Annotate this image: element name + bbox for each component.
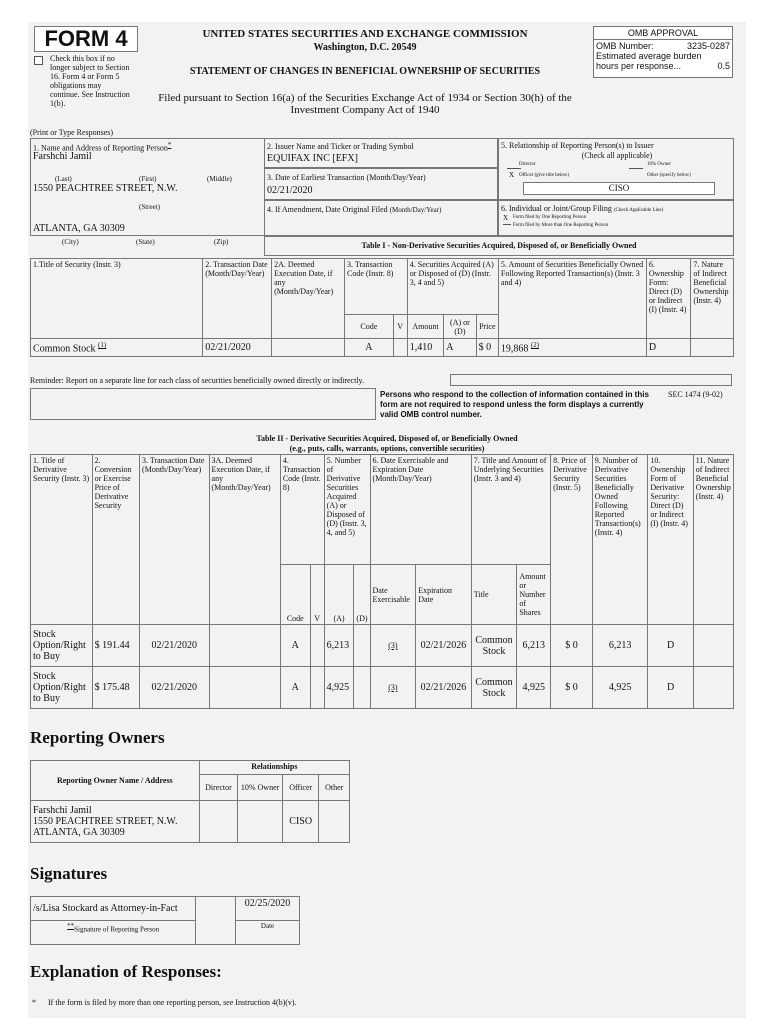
owner-director bbox=[199, 801, 238, 843]
reporting-person-mark: * bbox=[167, 141, 172, 149]
signature-value: /s/Lisa Stockard as Attorney-in-Fact bbox=[31, 897, 196, 921]
omb-notice: Persons who respond to the collection of information contained in this form are not required to respond unless the form displays a currently valid OMB control number. bbox=[380, 390, 649, 419]
t1-subheader-amount: Amount bbox=[407, 315, 443, 339]
t2-row-underlying-title: Common Stock bbox=[471, 667, 517, 709]
t2-subheader-expiration: Expiration Date bbox=[416, 565, 472, 625]
table2 bbox=[30, 454, 734, 709]
table-row bbox=[31, 339, 734, 357]
signature-date-label: Date bbox=[236, 921, 300, 945]
signature-mark: ** bbox=[67, 922, 75, 930]
t1-header-nature: 7. Nature of Indirect Beneficial Ownership (Instr. 4) bbox=[691, 259, 734, 339]
filing-hint: (Check Applicable Line) bbox=[613, 208, 664, 213]
t2-row-code: A bbox=[280, 625, 310, 667]
t2-subheader-title: Title bbox=[471, 565, 517, 625]
owner-street: 1550 PEACHTREE STREET, N.W. bbox=[33, 816, 178, 827]
issuer-box bbox=[264, 138, 498, 168]
t2-row-nature bbox=[693, 625, 733, 667]
t2-header-form: 10. Ownership Form of Derivative Security: Direct (D) or Indirect (I) (Instr. 4) bbox=[648, 455, 693, 625]
state-label: (State) bbox=[136, 238, 155, 246]
relationship-sub: (Check all applicable) bbox=[581, 151, 653, 160]
table1 bbox=[30, 258, 734, 357]
owners-col-name: Reporting Owner Name / Address bbox=[31, 761, 200, 801]
signatures-table bbox=[30, 896, 300, 945]
t2-subheader-d: (D) bbox=[354, 565, 370, 625]
form-sheet bbox=[28, 22, 746, 1018]
t1-row-date: 02/21/2020 bbox=[203, 339, 272, 357]
middle-label: (Middle) bbox=[207, 175, 232, 183]
last-label: (Last) bbox=[55, 175, 72, 183]
owner-ten-pct bbox=[238, 801, 283, 843]
t2-header-date: 3. Transaction Date (Month/Day/Year) bbox=[140, 455, 209, 625]
t2-header-nature: 11. Nature of Indirect Beneficial Ownership (Instr. 4) bbox=[693, 455, 733, 625]
reminder-box-right bbox=[450, 374, 732, 386]
t2-row-d bbox=[354, 667, 370, 709]
officer-title[interactable]: CISO bbox=[523, 182, 715, 195]
t2-row-a: 6,213 bbox=[324, 625, 354, 667]
owners-relationships: Relationships bbox=[199, 761, 349, 775]
omb-number-label: OMB Number: bbox=[596, 41, 654, 51]
relationship-label: 5. Relationship of Reporting Person(s) to Issuer bbox=[501, 141, 654, 150]
footnote-link[interactable]: (3) bbox=[388, 641, 398, 650]
t1-header-acquired: 4. Securities Acquired (A) or Disposed of (D) (Instr. 3, 4 and 5) bbox=[407, 259, 498, 315]
t1-row-owned: 19,868 bbox=[500, 343, 529, 355]
t2-header-conversion: 2. Conversion or Exercise Price of Derivative Security bbox=[92, 455, 139, 625]
signature-spacer bbox=[196, 897, 236, 945]
t2-row-nature bbox=[693, 667, 733, 709]
reporting-person-city[interactable]: ATLANTA, GA 30309 bbox=[33, 223, 125, 234]
t2-row-deemed bbox=[209, 667, 280, 709]
no-longer-subject-checkbox[interactable] bbox=[34, 56, 43, 65]
t1-row-code: A bbox=[345, 339, 394, 357]
earliest-date-box bbox=[264, 168, 498, 200]
t2-row-owned: 6,213 bbox=[592, 625, 648, 667]
t1-row-amount: 1,410 bbox=[407, 339, 443, 357]
footnote-link[interactable]: (2) bbox=[530, 341, 540, 350]
earliest-date-label: 3. Date of Earliest Transaction (Month/Day/Year) bbox=[267, 173, 426, 182]
t2-subheader-code: Code bbox=[280, 565, 310, 625]
t1-row-title: Common Stock bbox=[33, 343, 96, 355]
t2-row-title: Stock Option/Right to Buy bbox=[31, 625, 93, 667]
officer-mark[interactable]: X bbox=[509, 171, 515, 179]
t1-row-aord: A bbox=[444, 339, 476, 357]
t2-subheader-date-exercisable: Date Exercisable bbox=[370, 565, 416, 625]
owner-other bbox=[319, 801, 350, 843]
issuer-label: 2. Issuer Name and Ticker or Trading Symbol bbox=[267, 142, 414, 151]
t2-row-price: $ 191.44 bbox=[92, 625, 139, 667]
t1-header-code: 3. Transaction Code (Instr. 8) bbox=[345, 259, 408, 315]
footnote-link[interactable]: (1) bbox=[98, 341, 107, 350]
t2-row-underlying-amount: 6,213 bbox=[517, 625, 551, 667]
t1-subheader-v: V bbox=[393, 315, 407, 339]
omb-approval-box bbox=[593, 26, 733, 78]
relationship-box bbox=[498, 138, 734, 200]
t2-row-price: $ 175.48 bbox=[92, 667, 139, 709]
t1-row-deemed bbox=[272, 339, 345, 357]
t2-header-underlying: 7. Title and Amount of Underlying Securities (Instr. 3 and 4) bbox=[471, 455, 550, 565]
omb-hours-label: hours per response... bbox=[596, 61, 682, 71]
t2-row-a: 4,925 bbox=[324, 667, 354, 709]
t2-row-underlying-title: Common Stock bbox=[471, 625, 517, 667]
agency-location: Washington, D.C. 20549 bbox=[313, 42, 417, 53]
t2-subheader-a: (A) bbox=[324, 565, 354, 625]
owners-col-officer: Officer bbox=[282, 775, 319, 801]
signature-date: 02/25/2020 bbox=[236, 897, 300, 921]
t1-subheader-code: Code bbox=[345, 315, 394, 339]
t2-row-expiration: 02/21/2026 bbox=[416, 625, 472, 667]
filing-box bbox=[498, 200, 734, 236]
ten-pct-checkline[interactable] bbox=[629, 168, 643, 169]
reporting-person-box bbox=[30, 138, 266, 236]
t2-subheader-v: V bbox=[310, 565, 324, 625]
table-row bbox=[31, 801, 350, 843]
table2-subtitle: (e.g., puts, calls, warrants, options, convertible securities) bbox=[289, 444, 485, 453]
t2-header-code: 4. Transaction Code (Instr. 8) bbox=[280, 455, 324, 565]
t2-header-number: 5. Number of Derivative Securities Acquired (A) or Disposed of (D) (Instr. 3, 4, and 5) bbox=[324, 455, 370, 565]
first-label: (First) bbox=[139, 175, 157, 183]
city-label: (City) bbox=[62, 238, 79, 246]
amendment-hint: (Month/Day/Year) bbox=[389, 206, 442, 214]
t1-row-form: D bbox=[646, 339, 691, 357]
t2-row-deemed bbox=[209, 625, 280, 667]
t2-header-exercisable: 6. Date Exercisable and Expiration Date (Month/Day/Year) bbox=[370, 455, 471, 565]
reminder-text: Reminder: Report on a separate line for each class of securities beneficially owned directly or indirectly. bbox=[30, 376, 365, 385]
t2-row-form: D bbox=[648, 625, 693, 667]
t2-row-deriv-price: $ 0 bbox=[551, 667, 593, 709]
owners-col-other: Other bbox=[319, 775, 350, 801]
table-row bbox=[31, 667, 734, 709]
amendment-box bbox=[264, 200, 498, 236]
footnote-link[interactable]: (3) bbox=[388, 683, 398, 692]
omb-burden-label: Estimated average burden bbox=[596, 51, 702, 61]
t2-row-d bbox=[354, 625, 370, 667]
signatures-heading: Signatures bbox=[30, 864, 108, 883]
zip-label: (Zip) bbox=[214, 238, 229, 246]
print-type-note: (Print or Type Responses) bbox=[30, 128, 114, 137]
table1-title: Table I - Non-Derivative Securities Acquired, Disposed of, or Beneficially Owned bbox=[264, 236, 734, 256]
filing-one: Form filed by One Reporting Person bbox=[513, 215, 587, 220]
t2-header-owned: 9. Number of Derivative Securities Beneficially Owned Following Reported Transaction(s) (Instr. 4) bbox=[592, 455, 648, 625]
t1-row-nature bbox=[691, 339, 734, 357]
filing-more: Form filed by More than One Reporting Person bbox=[513, 223, 609, 228]
t2-row-underlying-amount: 4,925 bbox=[517, 667, 551, 709]
t1-row-v bbox=[393, 339, 407, 357]
owner-officer: CISO bbox=[282, 801, 319, 843]
reporting-owners-table bbox=[30, 760, 350, 843]
reporting-person-street[interactable]: 1550 PEACHTREE STREET, N.W. bbox=[33, 183, 178, 194]
t2-row-v bbox=[310, 625, 324, 667]
t1-header-form: 6. Ownership Form: Direct (D) or Indirect (I) (Instr. 4) bbox=[646, 259, 691, 339]
filed-pursuant: Filed pursuant to Section 16(a) of the Securities Exchange Act of 1934 or Section 30(h) of the Investment Company Act of 1940 bbox=[158, 92, 572, 116]
owners-col-ten-pct: 10% Owner bbox=[238, 775, 283, 801]
omb-number: 3235-0287 bbox=[686, 41, 730, 51]
t2-row-title: Stock Option/Right to Buy bbox=[31, 667, 93, 709]
t2-row-date: 02/21/2020 bbox=[140, 625, 209, 667]
t2-subheader-amount: Amount or Number of Shares bbox=[517, 565, 551, 625]
reminder-box-left bbox=[30, 388, 376, 420]
t1-row-price: $ 0 bbox=[476, 339, 498, 357]
t1-header-deemed: 2A. Deemed Execution Date, if any (Month/Day/Year) bbox=[272, 259, 345, 339]
reporting-owners-heading: Reporting Owners bbox=[30, 728, 165, 747]
t2-row-date: 02/21/2020 bbox=[140, 667, 209, 709]
omb-title: OMB APPROVAL bbox=[594, 27, 732, 40]
director-label: Director bbox=[519, 162, 536, 167]
checkbox-instruction: Check this box if no longer subject to Section 16. Form 4 or Form 5 obligations may continue. See Instruction 1(b). bbox=[50, 54, 130, 108]
signature-label: Signature of Reporting Person bbox=[74, 925, 160, 934]
explanation-heading: Explanation of Responses: bbox=[30, 962, 222, 981]
t2-header-price: 8. Price of Derivative Security (Instr. 5) bbox=[551, 455, 593, 625]
street-label: (Street) bbox=[139, 203, 160, 211]
issuer-value[interactable]: EQUIFAX INC [EFX] bbox=[267, 153, 358, 164]
t1-subheader-aord: (A) or (D) bbox=[444, 315, 476, 339]
earliest-date-value[interactable]: 02/21/2020 bbox=[267, 185, 313, 196]
owner-name: Farshchi Jamil bbox=[33, 805, 92, 816]
reporting-person-name[interactable]: Farshchi Jamil bbox=[33, 151, 92, 162]
sec-number: SEC 1474 (9-02) bbox=[668, 390, 723, 399]
other-label: Other (specify below) bbox=[647, 173, 691, 178]
t1-header-owned: 5. Amount of Securities Beneficially Owned Following Reported Transaction(s) (Instr. 3 and 4) bbox=[498, 259, 646, 339]
t2-header-deemed: 3A. Deemed Execution Date, if any (Month/Day/Year) bbox=[209, 455, 280, 625]
form-title: FORM 4 bbox=[34, 26, 138, 52]
t2-row-owned: 4,925 bbox=[592, 667, 648, 709]
filing-mark[interactable]: X bbox=[503, 214, 509, 222]
t2-row-v bbox=[310, 667, 324, 709]
t2-header-title: 1. Title of Derivative Security (Instr. 3) bbox=[31, 455, 93, 625]
ten-pct-label: 10% Owner bbox=[647, 162, 672, 167]
t2-row-form: D bbox=[648, 667, 693, 709]
officer-label: Officer (give title below) bbox=[519, 173, 570, 178]
omb-hours: 0.5 bbox=[717, 61, 730, 71]
table-row bbox=[31, 625, 734, 667]
owners-col-director: Director bbox=[199, 775, 238, 801]
t2-row-expiration: 02/21/2026 bbox=[416, 667, 472, 709]
reporting-person-label: 1. Name and Address of Reporting Person bbox=[33, 143, 168, 153]
owner-city: ATLANTA, GA 30309 bbox=[33, 827, 125, 838]
agency-title: UNITED STATES SECURITIES AND EXCHANGE COMMISSION bbox=[202, 28, 528, 40]
filing-more-checkline[interactable] bbox=[503, 224, 511, 225]
t1-subheader-price: Price bbox=[476, 315, 498, 339]
t1-header-date: 2. Transaction Date (Month/Day/Year) bbox=[203, 259, 272, 339]
t2-row-deriv-price: $ 0 bbox=[551, 625, 593, 667]
statement-title: STATEMENT OF CHANGES IN BENEFICIAL OWNERSHIP OF SECURITIES bbox=[189, 66, 541, 77]
t1-header-title: 1.Title of Security (Instr. 3) bbox=[31, 259, 203, 339]
table2-title: Table II - Derivative Securities Acquired, Disposed of, or Beneficially Owned bbox=[256, 434, 518, 443]
explanation-line: If the form is filed by more than one reporting person, see Instruction 4(b)(v). bbox=[48, 998, 297, 1007]
filing-label: 6. Individual or Joint/Group Filing bbox=[501, 204, 612, 213]
amendment-label: 4. If Amendment, Date Original Filed bbox=[267, 205, 388, 214]
t2-row-code: A bbox=[280, 667, 310, 709]
director-checkline[interactable] bbox=[507, 168, 521, 169]
explanation-mark: * bbox=[32, 998, 36, 1007]
